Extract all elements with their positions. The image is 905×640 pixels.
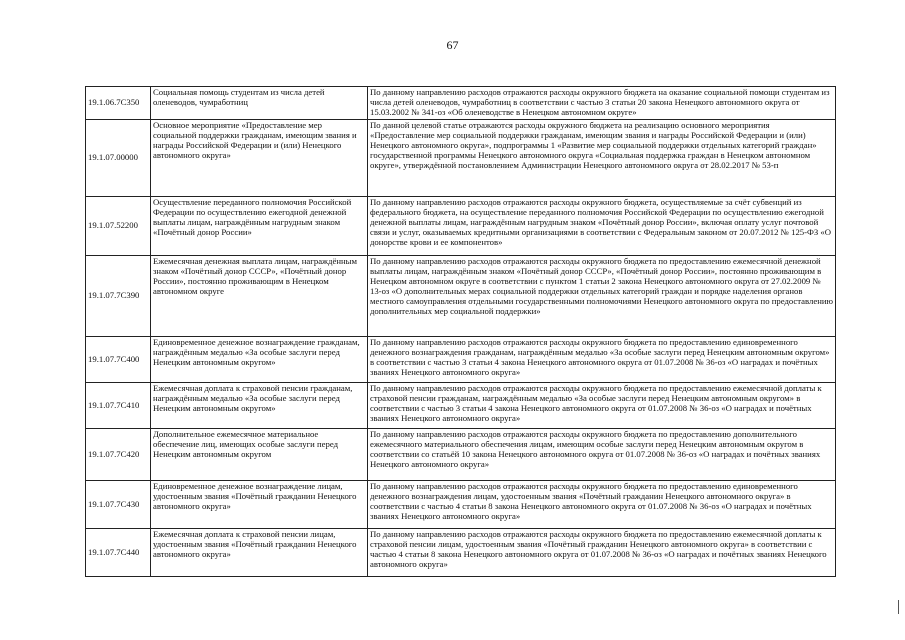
expense-name-cell: Ежемесячная доплата к страховой пенсии лицам, удостоенным звания «Почётный гражданин Ненецкого автономного округа» [151,529,368,577]
expense-description-cell: По данному направлению расходов отражаются расходы окружного бюджета по предоставлению дополнительного ежемесячного материального обеспечения лицам, имеющим особые заслуги перед Ненецким автономным округом в соответствии со статьёй 10 закона Ненецкого автономного округа от 01.07.2008 № 36-оз «О наградах и почётных званиях Ненецкого автономного округа» [368,429,836,481]
expense-name-cell: Дополнительное ежемесячное материальное обеспечение лиц, имеющих особые заслуги перед Ненецким автономным округом [151,429,368,481]
target-code-cell: 19.1.07.7С390 [86,256,151,337]
expense-name-cell: Социальная помощь студентам из числа детей оленеводов, чумработниц [151,87,368,120]
target-code-cell: 19.1.07.7С400 [86,337,151,383]
expense-name-cell: Единовременное денежное вознаграждение лицам, удостоенным звания «Почётный гражданин Ненецкого автономного округа» [151,481,368,529]
expense-name-cell: Ежемесячная денежная выплата лицам, награждённым знаком «Почётный донор СССР», «Почётный донор России», постоянно проживающим в Ненецком автономном округе [151,256,368,337]
expense-name-cell: Ежемесячная доплата к страховой пенсии гражданам, награждённым медалью «За особые заслуги перед Ненецким автономным округом» [151,383,368,429]
expense-description-cell: По данному направлению расходов отражаются расходы окружного бюджета, осуществляемые за счёт субвенций из федерального бюджета, на осуществление переданного полномочия Российской Федерации по осуществлению ежегодной денежной выплаты лицам, награждённым нагрудным знаком «Почётный донор России», включая оплату услуг почтовой связи и услуг, оказываемых кредитными организациями в соответствии с Федеральным законом от 20.07.2012 № 125-ФЗ «О донорстве крови и ее компонентов» [368,197,836,256]
expense-name-cell: Единовременное денежное вознаграждение гражданам, награждённым медалью «За особые заслуги перед Ненецким автономным округом» [151,337,368,383]
target-code-cell: 19.1.07.7С420 [86,429,151,481]
expense-name-cell: Основное мероприятие «Предоставление мер социальной поддержки гражданам, имеющим звания и награды Российской Федерации и (или) Ненецкого автономного округа» [151,120,368,197]
expense-description-cell: По данному направлению расходов отражаются расходы окружного бюджета по предоставлению ежемесячной доплаты к страховой пенсии лицам, удостоенным звания «Почётный гражданин Ненецкого автономного округа» в соответствии с частью 4 статьи 8 закона Ненецкого автономного округа от 01.07.2008 № 36-оз «О наградах и почётных званиях Ненецкого автономного округа» [368,529,836,577]
target-code-cell: 19.1.07.7С430 [86,481,151,529]
page-number: 67 [446,38,459,52]
target-code-cell: 19.1.07.00000 [86,120,151,197]
target-code-cell: 19.1.07.7С410 [86,383,151,429]
scan-edge-mark [898,600,899,614]
expense-description-cell: По данному направлению расходов отражаются расходы окружного бюджета по предоставлению единовременного денежного вознаграждения гражданам, награждённым медалью «За особые заслуги перед Ненецким автономным округом» в соответствии с частью 3 статьи 4 закона Ненецкого автономного округа от 01.07.2008 № 36-оз «О наградах и почётных званиях Ненецкого автономного округа» [368,337,836,383]
target-code-cell: 19.1.07.7С440 [86,529,151,577]
expense-description-cell: По данному направлению расходов отражаются расходы окружного бюджета по предоставлению единовременного денежного вознаграждения лицам, удостоенным звания «Почётный гражданин Ненецкого автономного округа» в соответствии с частью 4 статьи 8 закона Ненецкого автономного округа от 01.07.2008 № 36-оз «О наградах и почётных званиях Ненецкого автономного округа» [368,481,836,529]
table-row [86,383,836,429]
budget-classification-table [85,86,836,577]
table-row [86,429,836,481]
target-code-cell: 19.1.07.52200 [86,197,151,256]
expense-description-cell: По данной целевой статье отражаются расходы окружного бюджета на реализацию основного мероприятия «Предоставление мер социальной поддержки гражданам, имеющим звания и награды Российской Федерации и (или) Ненецкого автономного округа», подпрограммы 1 «Развитие мер социальной поддержки отдельных категорий граждан» государственной программы Ненецкого автономного округа «Социальная поддержка граждан в Ненецком автономном округе», утверждённой постановлением Администрации Ненецкого автономного округа от 28.02.2017 № 53-п [368,120,836,197]
table-row [86,197,836,256]
table-row [86,337,836,383]
expense-name-cell: Осуществление переданного полномочия Российской Федерации по осуществлению ежегодной денежной выплаты лицам, награждённым нагрудным знаком «Почётный донор России» [151,197,368,256]
expense-description-cell: По данному направлению расходов отражаются расходы окружного бюджета по предоставлению ежемесячной денежной выплаты лицам, награждённым знаком «Почётный донор СССР», «Почётный донор России», постоянно проживающим в Ненецком автономном округе в соответствии с пунктом 1 статьи 2 закона Ненецкого автономного округа от 27.02.2009 № 13-оз «О дополнительных мерах социальной поддержки отдельных категорий граждан и порядке наделения органов местного самоуправления отдельными государственными полномочиями Ненецкого автономного округа по предоставлению дополнительных мер социальной поддержки» [368,256,836,337]
expense-description-cell: По данному направлению расходов отражаются расходы окружного бюджета по предоставлению ежемесячной доплаты к страховой пенсии гражданам, награждённым медалью «За особые заслуги перед Ненецким автономным округом» в соответствии с частью 3 статьи 4 закона Ненецкого автономного округа от 01.07.2008 № 36-оз «О наградах и почётных званиях Ненецкого автономного округа» [368,383,836,429]
table-row [86,481,836,529]
expense-description-cell: По данному направлению расходов отражаются расходы окружного бюджета на оказание социальной помощи студентам из числа детей оленеводов, чумработниц в соответствии с частью 3 статьи 20 закона Ненецкого автономного округа от 15.03.2002 № 341-оз «Об оленеводстве в Ненецком автономном округе» [368,87,836,120]
table-row [86,120,836,197]
table-row [86,529,836,577]
table-row [86,256,836,337]
table-row [86,87,836,120]
target-code-cell: 19.1.06.7С350 [86,87,151,120]
